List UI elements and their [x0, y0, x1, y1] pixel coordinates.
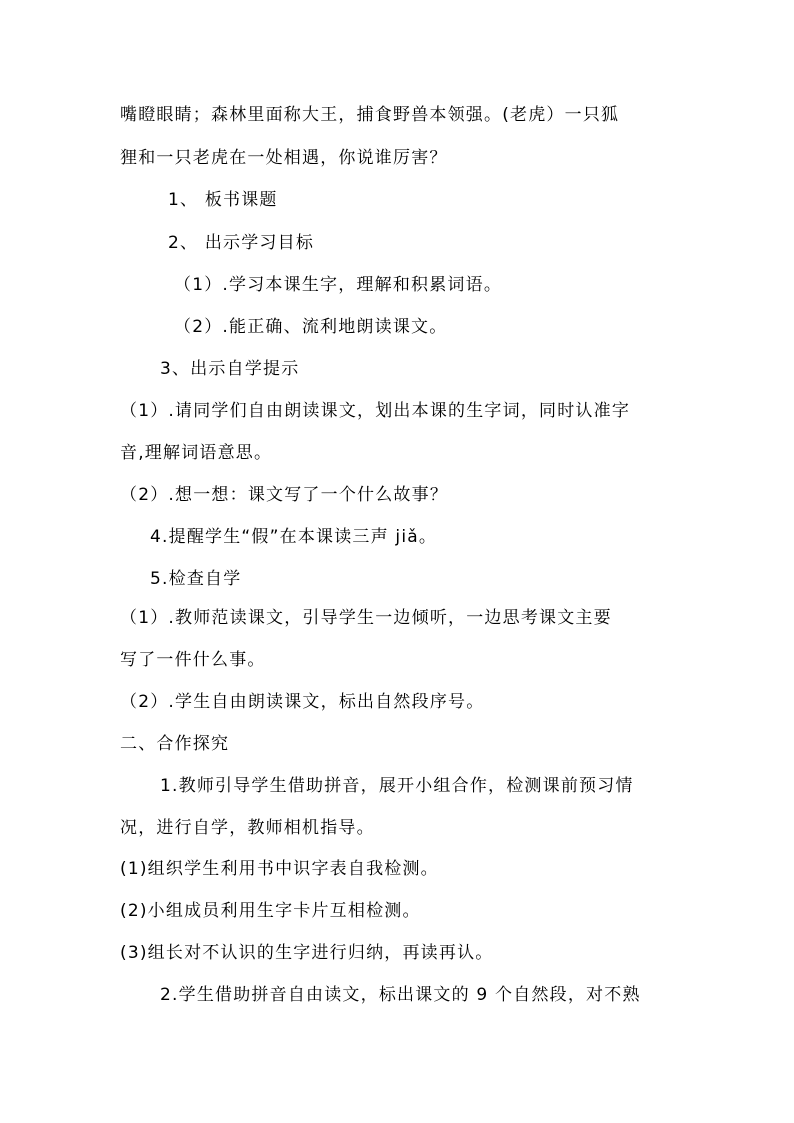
list-item-learning-goals: 2、 出示学习目标 — [168, 233, 315, 253]
sub-item-3: (3)组长对不认识的生字进行归纳，再读再认。 — [120, 943, 494, 963]
check-item-2: （2）.学生自由朗读课文，标出自然段序号。 — [120, 692, 485, 712]
cooperation-item-2-line-1: 2.学生借助拼音自由读文，标出课文的 9 个自然段，对不熟 — [160, 985, 641, 1005]
text-line-1: 嘴瞪眼睛；森林里面称大王，捕食野兽本领强。(老虎）一只狐 — [120, 105, 620, 125]
list-item-pronunciation-reminder: 4.提醒学生“假”在本课读三声 jiǎ。 — [150, 527, 438, 547]
text-line-2: 狸和一只老虎在一处相遇，你说谁厉害？ — [120, 148, 448, 168]
check-item-1-line-2: 写了一件什么事。 — [120, 650, 266, 670]
tip-item-1-line-2: 音,理解词语意思。 — [120, 443, 273, 463]
list-item-board-title: 1、 板书课题 — [168, 190, 278, 210]
sub-item-2: (2)小组成员利用生字卡片互相检测。 — [120, 901, 421, 921]
goal-item-1: （1）.学习本课生字，理解和积累词语。 — [174, 275, 503, 295]
tip-item-2: （2）.想一想：课文写了一个什么故事？ — [120, 485, 449, 505]
check-item-1-line-1: （1）.教师范读课文，引导学生一边倾听，一边思考课文主要 — [120, 608, 612, 628]
cooperation-item-1-line-2: 况，进行自学，教师相机指导。 — [120, 818, 375, 838]
list-item-self-study-tips: 3、出示自学提示 — [160, 359, 300, 379]
sub-item-1: (1)组织学生利用书中识字表自我检测。 — [120, 859, 439, 879]
section-heading-cooperation: 二、合作探究 — [120, 734, 230, 754]
tip-item-1-line-1: （1）.请同学们自由朗读课文，划出本课的生字词，同时认准字 — [120, 401, 631, 421]
list-item-check-self-study: 5.检查自学 — [150, 569, 242, 589]
goal-item-2: （2）.能正确、流利地朗读课文。 — [174, 317, 448, 337]
cooperation-item-1-line-1: 1.教师引导学生借助拼音，展开小组合作，检测课前预习情 — [160, 776, 634, 796]
